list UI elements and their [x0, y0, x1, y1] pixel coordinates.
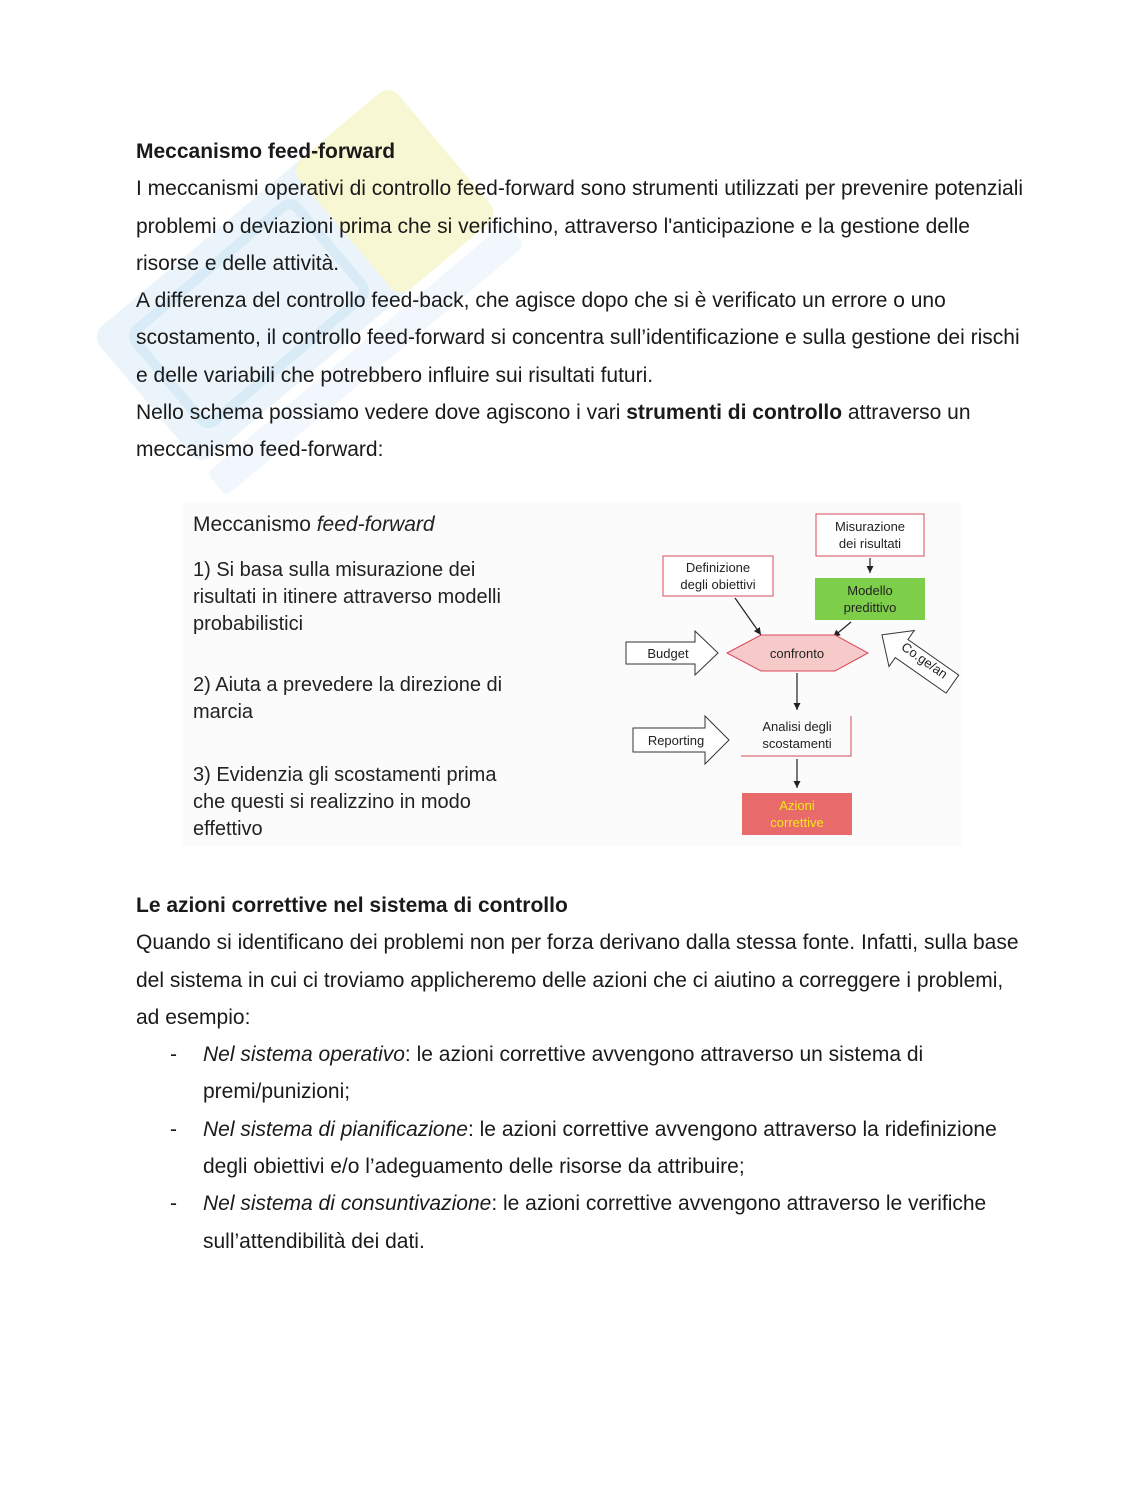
node-azioni-l2: correttive [770, 815, 824, 830]
node-misurazione-l2: dei risultati [838, 536, 902, 551]
arrow-definizione-confronto [735, 598, 761, 635]
figure-point-1: 1) Si basa sulla misurazione dei risultati in itinere attraverso modelli probabilistici [193, 559, 501, 635]
node-modello-predittivo [815, 578, 925, 620]
bullet-text: : le azioni correttive avvengono attraverso un sistema di premi/punizioni; [203, 1043, 924, 1104]
paragraph-schema-end: attraverso un meccanismo feed-forward: [136, 401, 971, 462]
node-confronto [727, 635, 868, 671]
node-confronto-label: confronto [769, 646, 825, 661]
heading-feed-forward: Meccanismo feed-forward [136, 140, 396, 163]
node-definizione-l2: degli obiettivi [680, 577, 756, 592]
bullet-dash: - [170, 1192, 177, 1216]
bullet-list [136, 1036, 1026, 1260]
paragraph-schema-bold: strumenti di controllo [626, 401, 843, 425]
bullet-italic: Nel sistema di pianificazione [203, 1117, 468, 1141]
bullet-italic: Nel sistema di consuntivazione [203, 1192, 492, 1216]
figure-title-italic: feed-forward [316, 513, 435, 536]
node-azioni-l1: Azioni [779, 798, 815, 813]
bullet-dash: - [170, 1117, 177, 1141]
node-analisi-l1: Analisi degli [762, 719, 832, 734]
node-misurazione [816, 514, 924, 556]
paragraph-difference: A differenza del controllo feed-back, che agisce dopo che si è verificato un errore o uno scostamento, il controllo feed-forward si concentra sull’identificazione e sulla gestione dei rischi e delle variabili che potrebbero influire sui risultati futuri. [136, 289, 1020, 387]
node-budget [626, 631, 718, 675]
list-item [136, 1185, 1026, 1260]
paragraph-schema-start: Nello schema possiamo vedere dove agiscono i vari [136, 401, 627, 425]
paragraph-intro: I meccanismi operativi di controllo feed-forward sono strumenti utilizzati per prevenire potenziali problemi o deviazioni prima che si verifichino, attraverso l'anticipazione e la gestione delle risorse e delle attività. [136, 177, 1024, 275]
figure-point-3: 3) Evidenzia gli scostamenti prima che questi si realizzino in modo effettivo [193, 764, 497, 840]
section-feed-forward [136, 133, 1026, 469]
node-modello-l2: predittivo [843, 600, 897, 615]
figure-point-2: 2) Aiuta a prevedere la direzione di marcia [193, 674, 503, 723]
arrow-modello-confronto [833, 622, 851, 637]
node-reporting-label: Reporting [647, 733, 705, 748]
feed-forward-figure [183, 502, 961, 846]
node-definizione [663, 556, 773, 596]
section-azioni-correttive [136, 887, 1026, 1260]
node-analisi-l2: scostamenti [762, 736, 832, 751]
list-item [136, 1036, 1026, 1111]
node-budget-label: Budget [647, 646, 689, 661]
node-analisi [741, 716, 851, 756]
paragraph-schema [136, 394, 1026, 469]
heading-azioni-correttive: Le azioni correttive nel sistema di controllo [136, 894, 568, 917]
bullet-text: : le azioni correttive avvengono attraverso le verifiche sull’attendibilità dei dati. [203, 1192, 987, 1253]
node-azioni-correttive [742, 793, 852, 835]
node-reporting [633, 716, 729, 764]
paragraph-azioni: Quando si identificano dei problemi non per forza derivano dalla stessa fonte. Infatti, sulla base del sistema in cui ci troviamo applicheremo delle azioni che ci aiutino a correggere i problemi, ad esempio: [136, 931, 1019, 1029]
bullet-text: : le azioni correttive avvengono attraverso la ridefinizione degli obiettivi e/o l’adeguamento delle risorse da attribuire; [203, 1117, 997, 1179]
feed-forward-diagram [183, 502, 961, 846]
node-misurazione-l1: Misurazione [834, 519, 906, 534]
figure-title-plain: Meccanismo [193, 513, 317, 536]
list-item [136, 1111, 1026, 1186]
node-definizione-l1: Definizione [685, 560, 751, 575]
node-modello-l1: Modello [847, 583, 893, 598]
bullet-italic: Nel sistema operativo [203, 1043, 405, 1067]
node-cogeran-label: Co.ge/an [898, 639, 951, 682]
bullet-dash: - [170, 1043, 177, 1067]
